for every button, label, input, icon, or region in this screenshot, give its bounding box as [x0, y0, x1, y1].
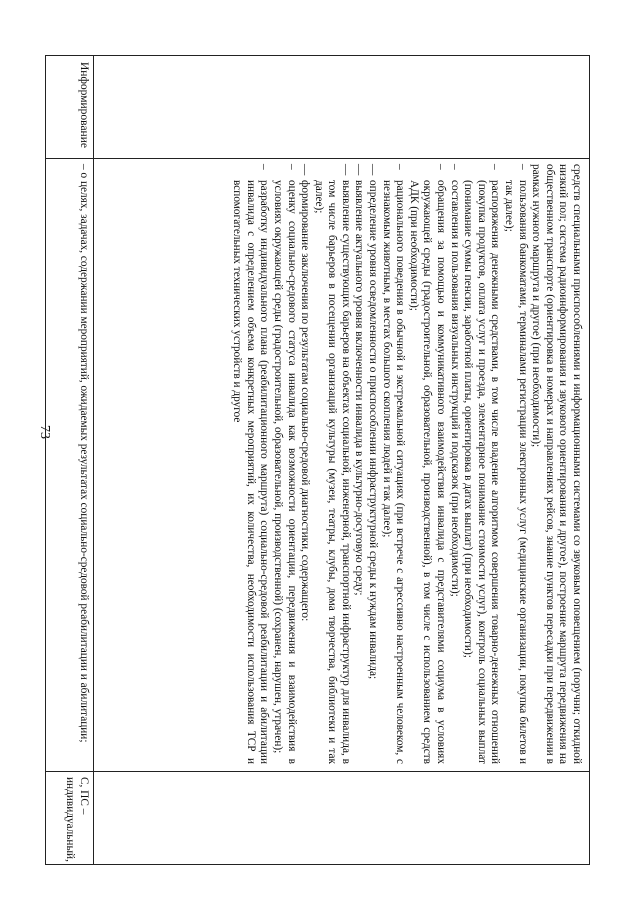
list-item — [406, 164, 447, 764]
item-text: оценку социально-средового статуса инвалида как возможности ориентации, передвижения и взаимодействия в условиях окружающей среды (градостроительной, образовательной, производственной) (сохранен, нарушен, утрачен); — [271, 180, 298, 764]
dash-marker: – — [489, 164, 502, 170]
dash-marker: – — [435, 164, 448, 170]
dash-marker: – — [258, 164, 271, 170]
row-right-cell: С, ПС – индивидуальный, — [64, 777, 90, 862]
item-text: составления и пользования визуальных инструкций и подсказок (при необходимости); — [448, 180, 461, 597]
item-text: определение уровня осведомленности о приспособлении инфраструктурной среды к нуждам инвалида; — [367, 180, 380, 680]
rotated-table — [45, 55, 590, 865]
list-item — [379, 164, 406, 764]
list-item — [447, 164, 461, 764]
item-text: обращения за помощью и коммуникативного взаимодействия инвалида с представителями социума в условиях окружающей среды (градостроительной, образовательной, производственной), в том числе с использованием средств АДК (при необходимости); — [407, 180, 448, 764]
column-divider — [46, 158, 589, 159]
table-row: – о целях, задачах, содержании мероприятий, ожидаемых результатах социально-средовой реабилитации и абилитации; — [78, 164, 90, 743]
table-grid — [45, 55, 590, 865]
dash-marker: – — [285, 164, 298, 170]
item-text: средств специальными приспособлениями и информационными системами со звуковым оповещением (поручни; откидной низкий пол; система радиоинформирования и звукового ориентирования и другое), построение маршрута передвижения на общественном транспорте (ориентировка в номерах и направлениях рейсов, знание пунктов пересадки при передвижении в рамках нужного маршрута и другое) (при необходимости); — [530, 164, 583, 764]
dash-marker: – — [516, 164, 529, 170]
list-item — [366, 164, 380, 764]
list-item — [298, 164, 312, 764]
dash-marker: – — [394, 164, 407, 170]
item-text: пользования банкоматами, терминалами регистрации электронных услуг (медицинские организации, покупка билетов и так далее); — [503, 180, 529, 764]
item-text: разработку индивидуального плана (реабилитационного маршрута) социально-средовой реабилитации и абилитации инвалида с определением объема конкретных мероприятий, их количества, необходимости использования ТСР и вспомогательных технических устройств и другое — [231, 180, 271, 764]
item-text: рационального поведения в обычной и экстремальной ситуациях (при встрече с агрессивно настроенным человеком, с незнакомым животным, в местах большого скопления людей и так далее); — [380, 180, 407, 764]
list-item — [230, 164, 271, 764]
list-item — [352, 164, 366, 764]
dash-marker: — — [353, 164, 366, 176]
column-divider — [46, 771, 589, 772]
item-text: формирование заключения по результатам социально-средовой диагностики, содержащего: — [299, 180, 312, 622]
dash-marker: — — [367, 164, 380, 176]
row-divider — [93, 56, 94, 864]
page-number: 73 — [37, 425, 52, 439]
list-item — [529, 164, 583, 764]
item-text: выявление актуального уровня включенности инвалида в культурно-досуговую среду; — [353, 180, 366, 596]
list-item — [270, 164, 297, 764]
list-item — [461, 164, 502, 764]
item-text: распоряжения денежными средствами, в том числе владение алгоритмом совершения товарно-денежных отношений (покупка продуктов, оплата услуг и проезда, элементарное понимание стоимости услуг), контроль социальных выплат (понимание суммы пенсии, заработной платы, ориентировка в датах выплат) (при необходимости); — [462, 180, 502, 764]
list-item — [501, 164, 528, 764]
dash-marker: — — [299, 164, 312, 176]
dash-marker: — — [339, 164, 352, 176]
row-category: Информирование — [78, 62, 90, 148]
dash-marker: – — [448, 164, 461, 170]
table-row — [230, 164, 583, 764]
list-item — [311, 164, 352, 764]
item-text: выявление существующих барьеров на объектах социальной, инженерной, транспортной инфраструктур для инвалида, в том числе барьеров в посещении организаций культуры (музеи, театры, клубы, дома творчества, библиотеки и так далее); — [312, 180, 352, 764]
